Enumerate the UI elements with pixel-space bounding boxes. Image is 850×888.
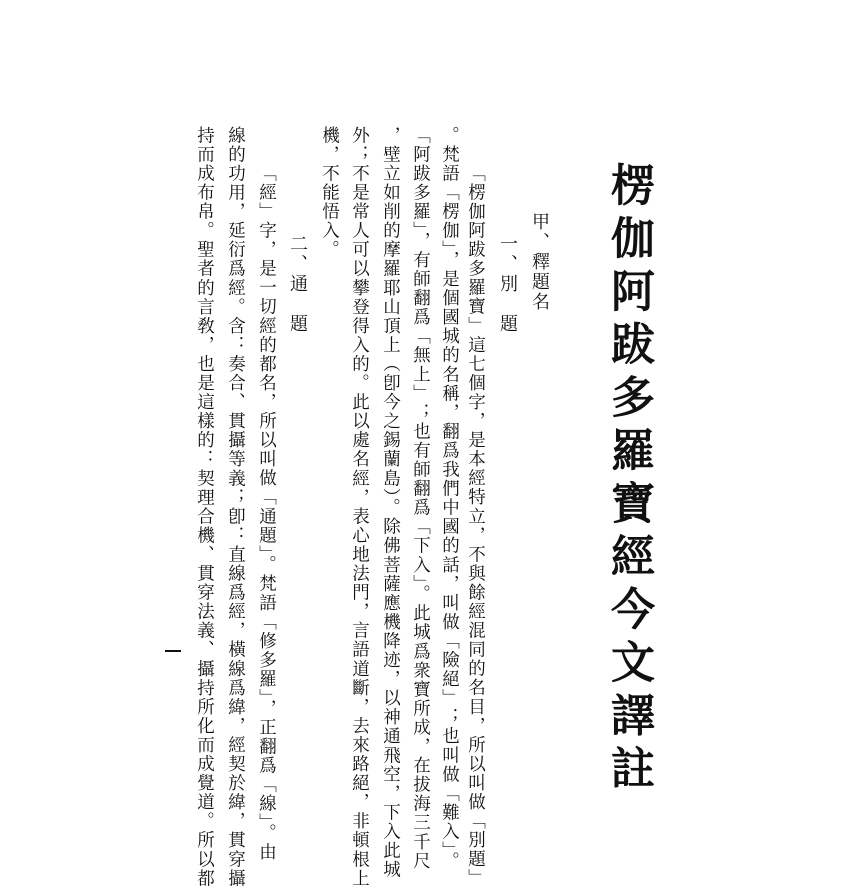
- book-title: 楞伽阿跋多羅寶經今文譯註: [603, 162, 654, 798]
- paragraph-line: 「經」字，是一切經的都名，所以叫做「通題」。梵語「修多羅」，正翻爲「線」。由: [256, 164, 277, 862]
- paragraph-line: 。梵語「楞伽」，是個國城的名稱，翻爲我們中國的話，叫做「險絕」；也叫做「難入」。: [439, 126, 460, 871]
- section-heading: 甲、釋題名: [529, 212, 550, 312]
- paragraph-line: 線的功用，延衍爲經。含：奏合、貫攝等義；卽：直線爲經，橫線爲緯，經契於緯，貫穿攝: [225, 126, 246, 888]
- paragraph-line: 「阿跋多羅」，有師翻爲「無上」；也有師翻爲「下入」。此城爲衆寶所成，在拔海三千尺: [410, 126, 431, 871]
- page-number: [165, 650, 181, 652]
- paragraph-line: 持而成布帛。聖者的言敎，也是這樣的：契理合機、貫穿法義、攝持所化而成覺道。所以都: [194, 126, 215, 888]
- subsection-heading-tong-ti: 二、通 題: [287, 234, 308, 334]
- subsection-heading-bie-ti: 一、別 題: [497, 234, 518, 334]
- paragraph-line: 「楞伽阿跋多羅寶」這七個字，是本經特立，不與餘經混同的名目，所以叫做「別題」: [465, 164, 486, 888]
- paragraph-line: 機，不能悟入。: [319, 126, 340, 260]
- paragraph-line: 外；不是常人可以攀登得入的。此以處名經，表心地法門，言語道斷，去來路絕，非頓根上: [349, 126, 370, 888]
- paragraph-line: ，壁立如削的摩羅耶山頂上（卽今之錫蘭島）。除佛菩薩應機降迹，以神通飛空，下入此城: [380, 126, 401, 880]
